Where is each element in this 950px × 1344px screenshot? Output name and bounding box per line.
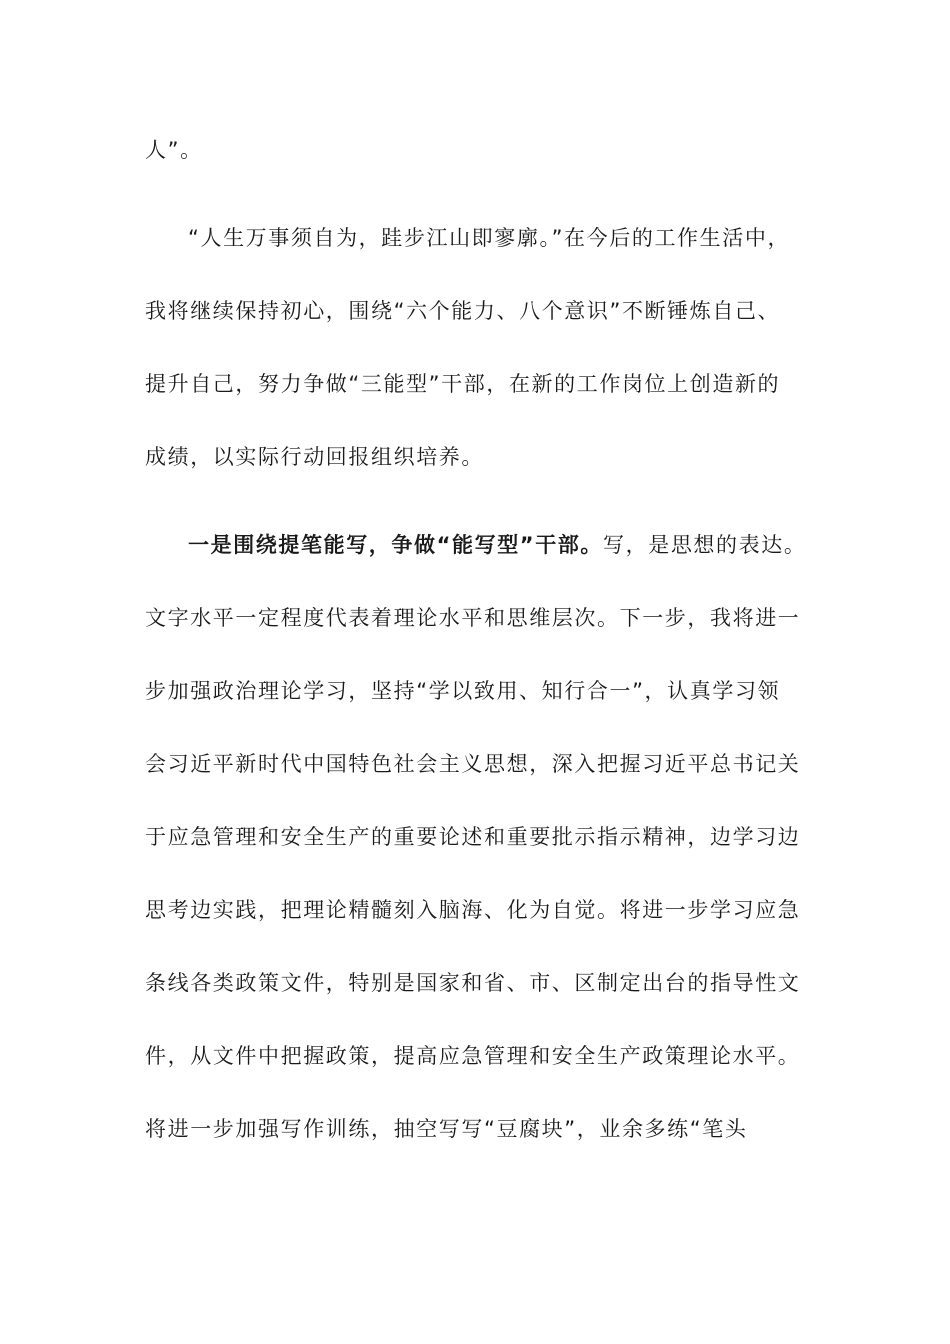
paragraph-2-line-4: 成绩，以实际行动回报组织培养。 bbox=[145, 445, 484, 469]
paragraph-3-line-4: 会习近平新时代中国特色社会主义思想，深入把握习近平总书记关 bbox=[145, 752, 801, 776]
paragraph-3-heading: 一是围绕提笔能写，争做“能写型”干部。 bbox=[188, 533, 604, 557]
paragraph-3-first-rest: 写，是思想的表达。 bbox=[603, 533, 807, 557]
paragraph-3-line-3: 步加强政治理论学习，坚持“学以致用、知行合一”，认真学习领 bbox=[145, 679, 781, 703]
paragraph-3-line-6: 思考边实践，把理论精髓刻入脑海、化为自觉。将进一步学习应急 bbox=[145, 898, 801, 922]
paragraph-3-line-2: 文字水平一定程度代表着理论水平和思维层次。下一步，我将进一 bbox=[145, 606, 801, 630]
paragraph-2-line-3: 提升自己，努力争做“三能型”干部，在新的工作岗位上创造新的 bbox=[145, 372, 781, 396]
paragraph-2-line-2: 我将继续保持初心，围绕“六个能力、八个意识”不断锤炼自己、 bbox=[145, 299, 781, 323]
paragraph-3-line-9: 将进一步加强写作训练，抽空写写“豆腐块”，业余多练“笔头 bbox=[145, 1117, 748, 1141]
paragraph-3-line-5: 于应急管理和安全生产的重要论述和重要批示指示精神，边学习边 bbox=[145, 825, 801, 849]
paragraph-3-line-8: 件，从文件中把握政策，提高应急管理和安全生产政策理论水平。 bbox=[145, 1044, 801, 1068]
paragraph-1-line-1: 人”。 bbox=[145, 138, 203, 162]
paragraph-3-line-1 bbox=[188, 531, 806, 559]
paragraph-3-line-7: 条线各类政策文件，特别是国家和省、市、区制定出台的指导性文 bbox=[145, 971, 801, 995]
paragraph-2-line-1: “人生万事须自为，跬步江山即寥廓。”在今后的工作生活中， bbox=[188, 226, 791, 250]
